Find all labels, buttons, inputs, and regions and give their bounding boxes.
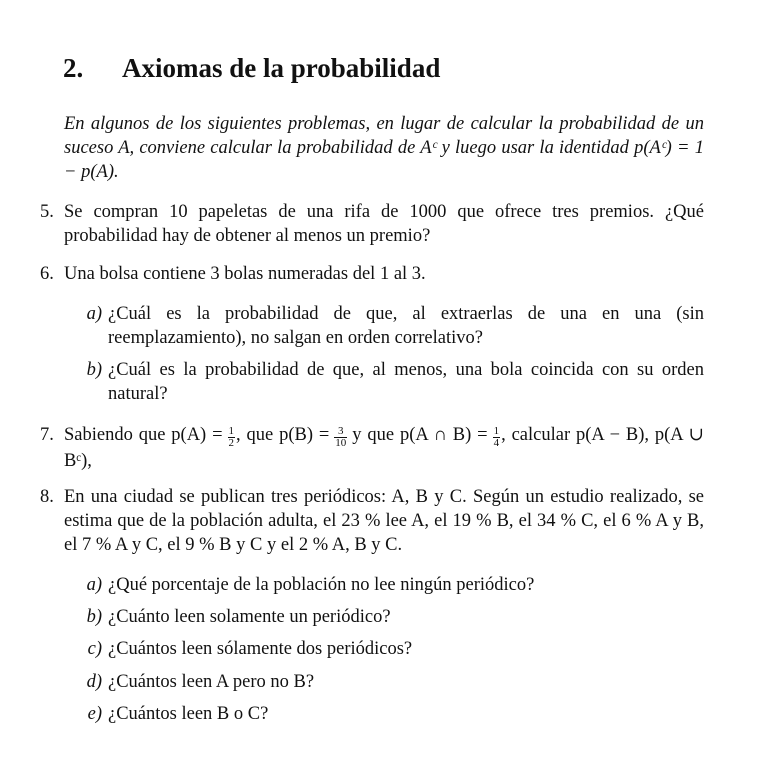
problem-number: 6. — [40, 264, 54, 284]
subitem-label: d) — [86, 672, 102, 692]
problem-number: 8. — [40, 487, 54, 507]
subitem-text: ¿Cuántos leen sólamente dos periódicos? — [108, 639, 413, 659]
subitem-label: c) — [87, 639, 102, 659]
problem-number: 5. — [40, 202, 54, 222]
text-segment: , que p(B) = — [236, 425, 330, 445]
problem-text — [64, 423, 704, 473]
subitem-label: b) — [86, 360, 102, 380]
subitem-text: ¿Cuánto leen solamente un periódico? — [108, 607, 391, 627]
subitem-text: ¿Cuál es la probabilidad de que, al menos, una bola coincida con su orden natural? — [108, 360, 704, 404]
fraction-one-quarter — [493, 426, 501, 449]
denominator: 2 — [228, 437, 235, 449]
problem-8e — [78, 702, 704, 726]
numerator: 1 — [493, 425, 500, 437]
denominator: 4 — [493, 437, 500, 449]
problem-5 — [40, 200, 704, 248]
subitem-text: ¿Qué porcentaje de la población no lee ningún periódico? — [108, 575, 535, 595]
text-segment: Sabiendo que p(A) = — [64, 425, 223, 445]
problem-8a — [78, 573, 704, 597]
problem-number: 7. — [40, 425, 54, 445]
text-segment: , calcular p(A − B), p(A ∪ Bᶜ), — [64, 425, 704, 471]
problem-text: En una ciudad se publican tres periódicos: A, B y C. Según un estudio realizado, se estima que de la población adulta, el 23 % lee A, el 19 % B, el 34 % C, el 6 % A y B, el 7 % A y C, el 9 % B y C y el 2 % A, B y C. — [64, 487, 704, 555]
denominator: 10 — [335, 437, 347, 449]
problem-7 — [40, 423, 704, 473]
subitem-text: ¿Cuántos leen A pero no B? — [108, 672, 315, 692]
numerator: 1 — [228, 425, 235, 437]
section-number: 2. — [63, 53, 84, 83]
problem-6a — [78, 302, 704, 350]
fraction-three-tenths — [334, 426, 347, 449]
problem-8d — [78, 670, 704, 694]
text-segment: y que p(A ∩ B) = — [352, 425, 488, 445]
problem-8b — [78, 605, 704, 629]
section-title-text: Axiomas de la probabilidad — [122, 53, 441, 83]
problem-8 — [40, 485, 704, 557]
subitem-label: a) — [86, 575, 102, 595]
numerator: 3 — [334, 426, 347, 438]
problem-text: Una bolsa contiene 3 bolas numeradas del 1 al 3. — [64, 264, 426, 284]
section-title — [63, 52, 440, 84]
problem-text: Se compran 10 papeletas de una rifa de 1000 que ofrece tres premios. ¿Qué probabilidad hay de obtener al menos un premio? — [64, 202, 704, 246]
problem-6 — [40, 262, 704, 286]
subitem-label: a) — [86, 304, 102, 324]
subitem-label: b) — [86, 607, 102, 627]
problem-6b — [78, 358, 704, 406]
subitem-label: e) — [87, 704, 102, 724]
fraction-one-half — [228, 426, 236, 449]
subitem-text: ¿Cuántos leen B o C? — [108, 704, 269, 724]
intro-paragraph: En algunos de los siguientes problemas, en lugar de calcular la probabilidad de un suceso A, conviene calcular la probabilidad de Aᶜ y luego usar la identidad p(Aᶜ) = 1 − p(A). — [64, 114, 704, 182]
subitem-text: ¿Cuál es la probabilidad de que, al extraerlas de una en una (sin reemplazamiento), no salgan en orden correlativo? — [108, 304, 704, 348]
problem-8c — [78, 637, 704, 661]
